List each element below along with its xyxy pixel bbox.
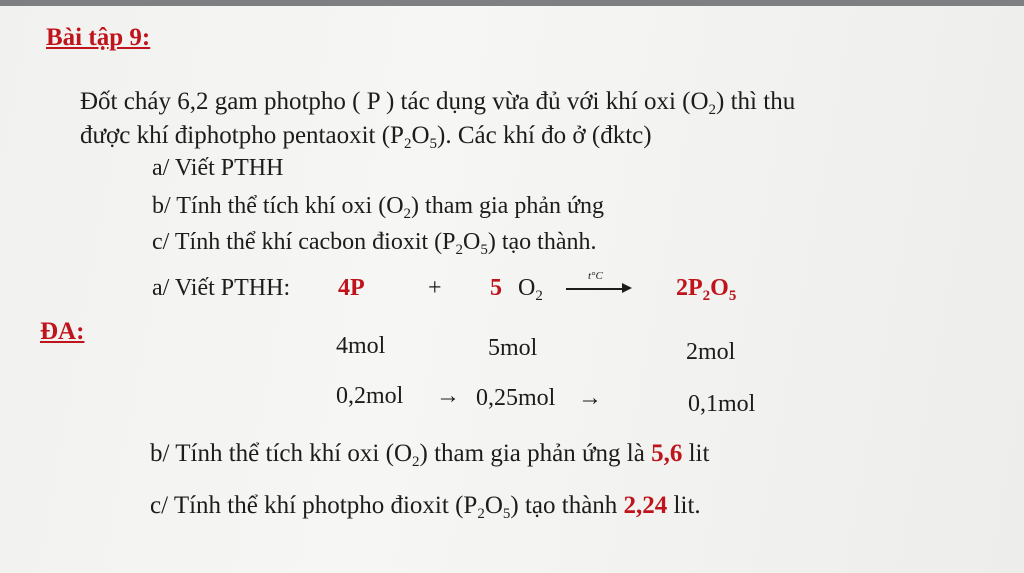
slide — [0, 6, 1024, 573]
problem-line-2 — [80, 122, 652, 150]
text: được khí điphotpho pentaoxit (P — [80, 122, 404, 149]
subscript: 5 — [429, 136, 438, 152]
text: O — [484, 492, 503, 519]
reaction-condition: t°C — [588, 270, 603, 282]
oxygen-coefficient: 5 — [490, 275, 502, 301]
mol-row-p: 4mol — [336, 333, 386, 359]
subscript: 2 — [412, 454, 420, 470]
text: c/ Tính thể khí cacbon đioxit (P — [152, 229, 456, 255]
subscript: 2 — [403, 136, 412, 152]
product-p2o5 — [676, 274, 736, 302]
text: ) tham gia phản ứng — [411, 193, 604, 219]
text: O — [411, 122, 430, 149]
question-b — [152, 192, 604, 220]
subscript: 5 — [728, 288, 737, 304]
subscript: 2 — [455, 242, 464, 258]
value-o2: 0,25mol — [476, 385, 556, 411]
text: O — [518, 275, 536, 301]
mol-row-o2: 5mol — [488, 335, 538, 361]
subscript: 2 — [535, 288, 543, 304]
reaction-arrow — [566, 270, 632, 302]
text: b/ Tính thể tích khí oxi (O — [152, 193, 404, 219]
answer-c — [150, 492, 701, 520]
subscript: 2 — [708, 102, 717, 118]
answer-label: ĐA: — [40, 318, 85, 345]
reactant-p: 4P — [338, 275, 365, 301]
subscript: 2 — [403, 206, 412, 222]
answer-b — [150, 440, 709, 468]
subscript: 5 — [480, 242, 488, 258]
problem-line-1 — [80, 88, 795, 116]
value-p: 0,2mol — [336, 383, 404, 409]
equation-label: a/ Viết PTHH: — [152, 275, 291, 301]
arrow-head — [622, 283, 632, 293]
exercise-title: Bài tập 9: — [46, 24, 151, 51]
question-a: a/ Viết PTHH — [152, 155, 284, 181]
text: O — [710, 275, 729, 301]
right-arrow-icon — [566, 270, 632, 302]
subscript: 2 — [702, 288, 711, 304]
answer-c-value: 2,24 — [623, 492, 668, 519]
text: ) thì thu — [716, 88, 796, 115]
answer-b-value: 5,6 — [651, 440, 683, 467]
arrow-icon: → — [436, 383, 460, 409]
text: ). Các khí đo ở (đktc) — [437, 122, 652, 149]
subscript: 5 — [502, 506, 511, 522]
arrow-icon: → — [578, 385, 602, 411]
text: ) tạo thành — [510, 492, 624, 519]
unit: lit. — [667, 492, 701, 519]
question-c — [152, 228, 597, 256]
text: ) tham gia phản ứng là — [419, 440, 652, 467]
text: Đốt cháy 6,2 gam photpho ( P ) tác dụng vừa đủ với khí oxi (O — [80, 88, 709, 115]
text: O — [463, 229, 481, 255]
reactant-o2 — [518, 274, 543, 302]
plus-sign: + — [428, 275, 442, 301]
text: c/ Tính thể khí photpho đioxit (P — [150, 492, 478, 519]
value-p2o5: 0,1mol — [688, 391, 756, 417]
text: b/ Tính thể tích khí oxi (O — [150, 440, 413, 467]
unit: lit — [682, 440, 710, 467]
subscript: 2 — [477, 506, 485, 522]
mol-row-p2o5: 2mol — [686, 339, 736, 365]
text: 2P — [676, 275, 703, 301]
text: ) tạo thành. — [487, 229, 597, 255]
arrow-line — [566, 288, 626, 290]
